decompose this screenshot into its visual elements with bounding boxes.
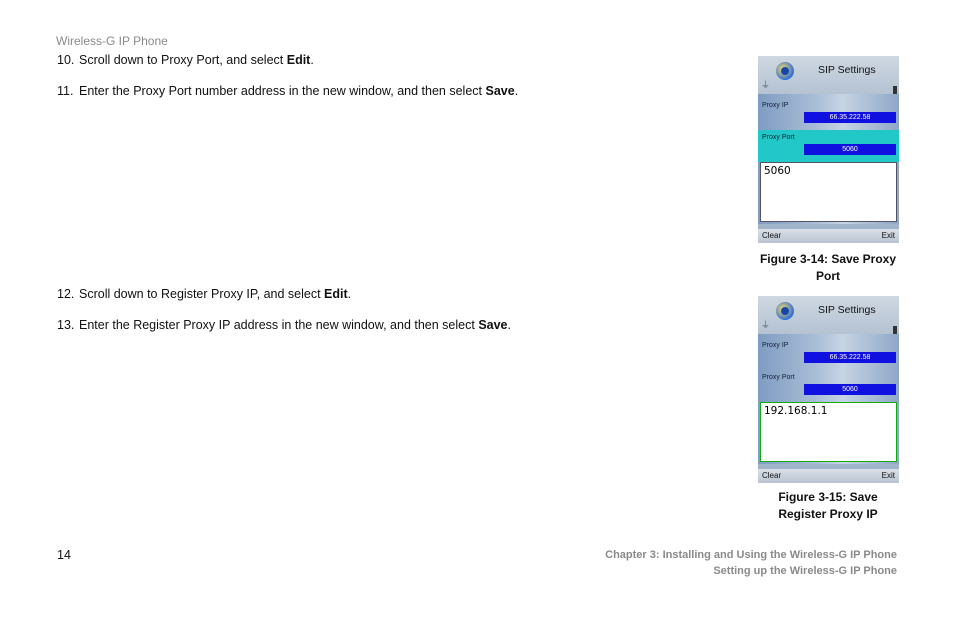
page-number: 14 <box>57 548 71 562</box>
step-13 <box>57 318 511 332</box>
proxy-ip-field <box>758 338 899 370</box>
battery-icon <box>893 86 897 94</box>
proxy-port-input: 5060 <box>760 162 897 222</box>
step-12 <box>57 287 351 301</box>
step-end: . <box>507 318 511 332</box>
battery-icon <box>893 326 897 334</box>
signal-icon: ⏚ <box>761 320 771 330</box>
caption-line: Figure 3-14: Save Proxy <box>759 252 897 266</box>
phone-body <box>758 334 899 464</box>
signal-icon: ⏚ <box>761 80 771 90</box>
step-text: Enter the Register Proxy IP address in the new window, and then select <box>79 318 479 332</box>
footer-section: Setting up the Wireless-G IP Phone <box>713 565 897 577</box>
proxy-port-field <box>758 370 899 402</box>
step-number: 13. <box>57 318 75 332</box>
step-end: . <box>347 287 352 301</box>
proxy-ip-label: Proxy IP <box>762 342 789 349</box>
figure-caption-3-15 <box>752 489 904 523</box>
step-text: Scroll down to Proxy Port, and select <box>79 53 287 67</box>
exit-softkey: Exit <box>881 231 895 240</box>
footer-chapter: Chapter 3: Installing and Using the Wireless-G IP Phone <box>605 549 897 561</box>
proxy-ip-field <box>758 98 899 130</box>
step-text: Scroll down to Register Proxy IP, and select <box>79 287 325 301</box>
step-bold: Edit <box>324 287 348 301</box>
proxy-ip-value: 66.35.222.58 <box>804 352 896 363</box>
caption-line: Port <box>816 269 840 283</box>
step-number: 10. <box>57 53 75 67</box>
phone-screen-title: SIP Settings <box>818 64 876 76</box>
phone-title-bar <box>758 296 899 334</box>
step-10 <box>57 53 314 67</box>
phone-screenshot-save-register-proxy-ip <box>758 296 899 483</box>
step-text: Enter the Proxy Port number address in the new window, and then select <box>79 84 486 98</box>
exit-softkey: Exit <box>881 471 895 480</box>
step-bold: Save <box>485 84 515 98</box>
clear-softkey: Clear <box>762 231 782 240</box>
proxy-port-value: 5060 <box>804 144 896 155</box>
settings-logo-icon <box>776 62 794 80</box>
step-11 <box>57 84 518 98</box>
register-proxy-ip-input: 192.168.1.1 <box>760 402 897 462</box>
running-header: Wireless-G IP Phone <box>56 34 168 48</box>
step-bold: Edit <box>286 53 311 67</box>
softkey-bar <box>758 229 899 243</box>
clear-softkey: Clear <box>762 471 782 480</box>
figure-caption-3-14 <box>752 251 904 285</box>
proxy-port-label: Proxy Port <box>762 374 795 381</box>
proxy-ip-label: Proxy IP <box>762 102 789 109</box>
step-number: 11. <box>57 84 74 98</box>
step-end: . <box>514 84 519 98</box>
step-bold: Save <box>478 318 508 332</box>
step-number: 12. <box>57 287 75 301</box>
phone-screenshot-save-proxy-port <box>758 56 899 243</box>
phone-screen-title: SIP Settings <box>818 304 876 316</box>
caption-line: Register Proxy IP <box>778 507 878 521</box>
proxy-port-field <box>758 130 899 162</box>
softkey-bar <box>758 469 899 483</box>
proxy-port-label: Proxy Port <box>762 134 795 141</box>
settings-logo-icon <box>776 302 794 320</box>
proxy-port-value: 5060 <box>804 384 896 395</box>
proxy-ip-value: 66.35.222.58 <box>804 112 896 123</box>
caption-line: Figure 3-15: Save <box>778 490 878 504</box>
phone-body <box>758 94 899 224</box>
phone-title-bar <box>758 56 899 94</box>
step-end: . <box>310 53 314 67</box>
